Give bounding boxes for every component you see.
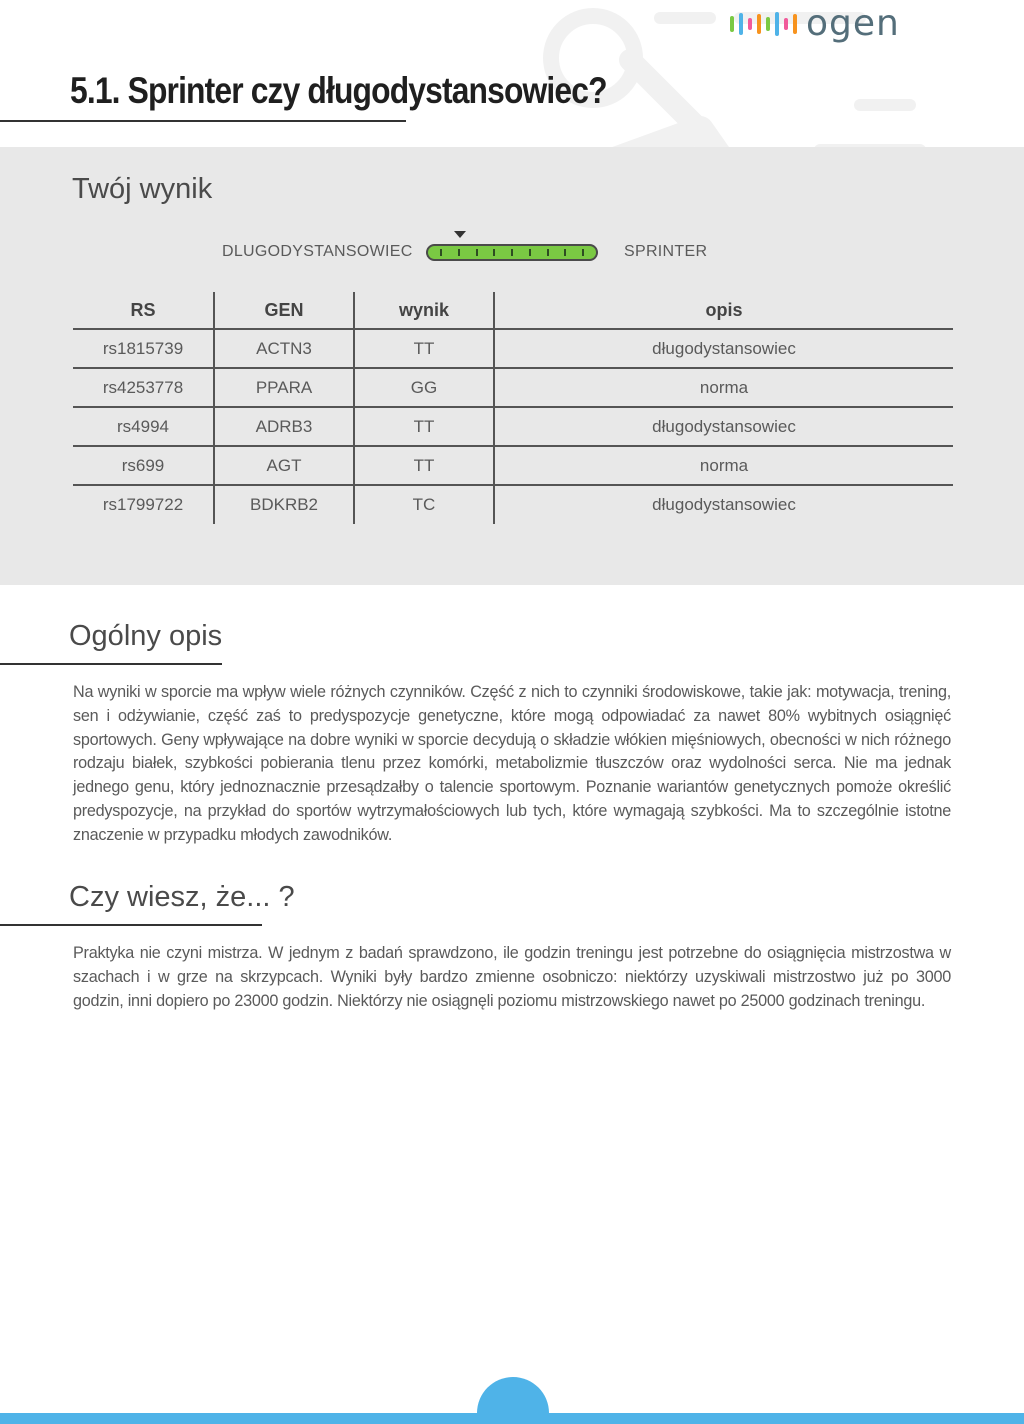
column-header-gen: GEN (214, 292, 354, 329)
cell-opis: długodystansowiec (494, 407, 953, 446)
trivia-heading: Czy wiesz, że... ? (69, 881, 295, 913)
scale-left-label: DLUGODYSTANSOWIEC (222, 243, 413, 260)
scale-tick (458, 249, 460, 256)
scale-tick (440, 249, 442, 256)
general-heading-underline (0, 663, 222, 665)
cell-wynik: TT (354, 329, 494, 368)
ogen-logo (730, 2, 900, 46)
cell-gen: BDKRB2 (214, 485, 354, 524)
table-header-row (73, 292, 953, 329)
cell-opis: długodystansowiec (494, 485, 953, 524)
cell-gen: AGT (214, 446, 354, 485)
cell-opis: norma (494, 446, 953, 485)
cell-wynik: GG (354, 368, 494, 407)
logo-bar (739, 13, 743, 35)
scale-marker-icon (454, 231, 466, 238)
logo-bar (784, 18, 788, 30)
table-row (73, 407, 953, 446)
scale-right-label: SPRINTER (624, 243, 708, 260)
title-underline (0, 120, 406, 122)
general-text: Na wyniki w sporcie ma wpływ wiele różnych czynników. Część z nich to czynniki środowiskowe, takie jak: motywacja, trening, sen i odżywianie, część zaś to predyspozycje genetyczne, które mogą odpowiadać za nawet 80% wybitnych osiągnięć sportowych. Geny wpływające na dobre wyniki w sporcie decydują o składzie włókien mięśniowych, obecności w nich różnego rodzaju białek, szybkości pobierania tlenu przez komórki, metabolizmie tłuszczów oraz wydolności serca. Nie ma jednak jednego genu, który jednoznacznie przesądzałby o talencie sportowym. Poznanie wariantów genetycznych pomoże określić predyspozycje, na przykład do sportów wytrzymałościowych lub tych, które wymagają szybkości. Ma to szczególnie istotne znaczenie w przypadku młodych zawodników. (73, 683, 951, 844)
cell-wynik: TC (354, 485, 494, 524)
scale-tick (511, 249, 513, 256)
results-table (73, 292, 953, 524)
cell-opis: długodystansowiec (494, 329, 953, 368)
scale-tick (547, 249, 549, 256)
scale-tick (493, 249, 495, 256)
logo-bar (775, 12, 779, 36)
cell-rs: rs699 (73, 446, 214, 485)
table-row (73, 485, 953, 524)
page-title: 5.1. Sprinter czy długodystansowiec? (70, 70, 607, 111)
logo-text: ogen (806, 3, 900, 44)
scale-tick (582, 249, 584, 256)
column-header-opis: opis (494, 292, 953, 329)
cell-rs: rs1799722 (102, 495, 184, 514)
logo-bar (730, 16, 734, 32)
logo-bars-icon (730, 12, 797, 36)
general-heading: Ogólny opis (69, 620, 223, 652)
scale-tick (564, 249, 566, 256)
logo-bar (757, 14, 761, 34)
scale-bar (426, 244, 598, 261)
cell-gen: ADRB3 (214, 407, 354, 446)
logo-bar (793, 14, 797, 34)
cell-rs: rs4994 (73, 407, 214, 446)
cell-rs: rs1815739 (73, 329, 214, 368)
cell-wynik: TT (354, 407, 494, 446)
cell-opis: norma (494, 368, 953, 407)
logo-bar (748, 18, 752, 30)
column-header-wynik: wynik (354, 292, 494, 329)
cell-rs: rs4253778 (73, 368, 214, 407)
table-row (73, 329, 953, 368)
table-row (73, 446, 953, 485)
result-section (0, 147, 1024, 585)
trivia-heading-underline (0, 924, 262, 926)
column-header-rs: RS (73, 292, 214, 329)
scale-ticks (440, 249, 584, 257)
table-row (73, 368, 953, 407)
logo-bar (766, 17, 770, 31)
result-heading: Twój wynik (72, 173, 213, 205)
trivia-text: Praktyka nie czyni mistrza. W jednym z badań sprawdzono, ile godzin treningu jest potrzebne do osiągnięcia mistrzostwa w szachach i w grze na skrzypcach. Wyniki były bardzo zmienne osobniczo: niektórzy uzyskiwali mistrzostwo już po 3000 godzin, inni dopiero po 23000 godzin. Niektórzy nie osiągnęli poziomu mistrzowskiego nawet po 25000 godzinach treningu. (73, 944, 951, 1010)
scale-tick (476, 249, 478, 256)
cell-gen: ACTN3 (214, 329, 354, 368)
cell-wynik: TT (354, 446, 494, 485)
cell-gen: PPARA (214, 368, 354, 407)
scale-tick (529, 249, 531, 256)
footer-bar (0, 1413, 1024, 1424)
